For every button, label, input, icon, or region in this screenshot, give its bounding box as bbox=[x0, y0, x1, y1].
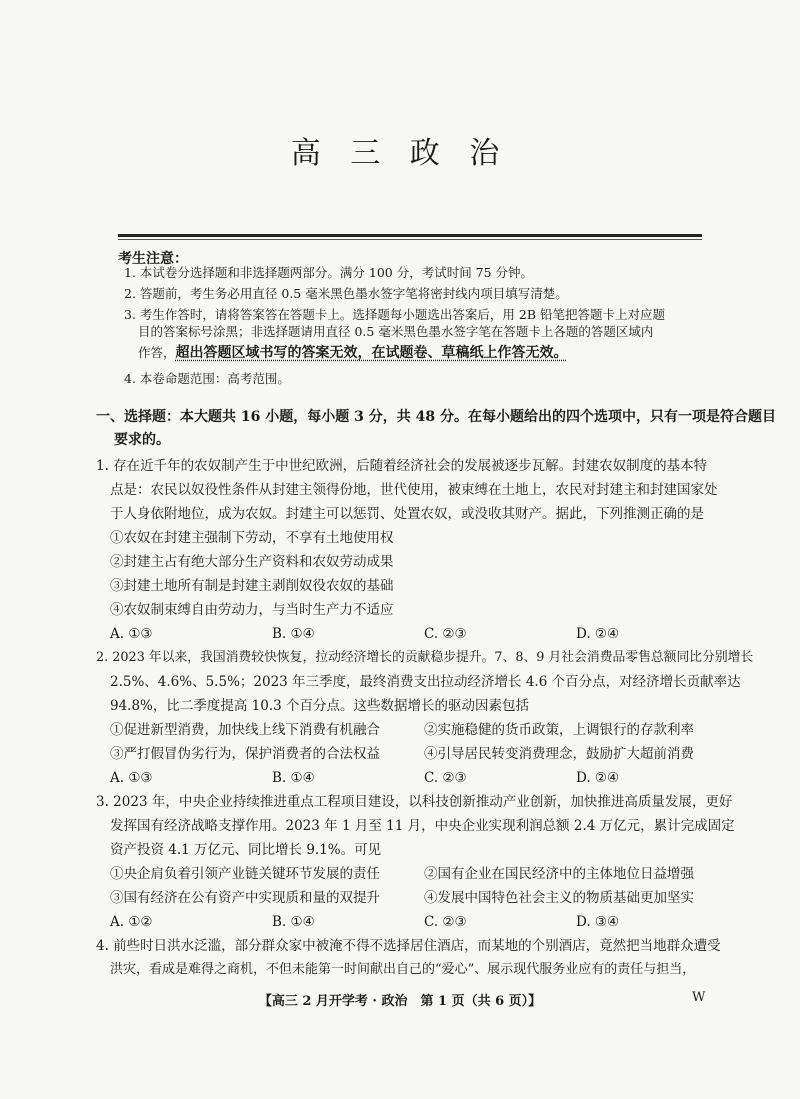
q1-statement: ③封建土地所有制是封建主剥削奴役农奴的基础 bbox=[110, 578, 394, 594]
header-divider-thick bbox=[118, 234, 702, 237]
notice-item-3-end bbox=[138, 342, 568, 363]
q4-stem-line: 4. 前些时日洪水泛滥，部分群众家中被淹不得不选择居住酒店，而某地的个别酒店，竟然把当地群众遭受 bbox=[96, 938, 721, 954]
q1-statement: ②封建主占有绝大部分生产资料和农奴劳动成果 bbox=[110, 554, 394, 570]
q2-stem-line: 2. 2023 年以来，我国消费较快恢复，拉动经济增长的贡献稳步提升。7、8、9 月社会消费品零售总额同比分别增长 bbox=[96, 650, 754, 665]
q4-stem-line: 洪灾，看成是难得之商机，不但未能第一时间献出自己的“爱心”、展示现代服务业应有的责任与担当， bbox=[110, 962, 696, 977]
q2-option-b: B. ①④ bbox=[272, 770, 315, 786]
q2-statement: ④引导居民转变消费理念，鼓励扩大超前消费 bbox=[424, 746, 694, 762]
q2-stem-line: 2.5%、4.6%、5.5%；2023 年三季度，最终消费支出拉动经济增长 4.6 个百分点，对经济增长贡献率达 bbox=[110, 674, 741, 690]
paper-code: W bbox=[692, 990, 706, 1005]
notice-warning: 超出答题区域书写的答案无效，在试题卷、草稿纸上作答无效。 bbox=[175, 345, 568, 361]
q3-statement: ④发展中国特色社会主义的物质基础更加坚实 bbox=[424, 890, 694, 906]
page-footer: 【高三 2 月开学考 · 政治 第 1 页（共 6 页）】 bbox=[258, 994, 542, 1009]
header-divider-thin bbox=[118, 239, 702, 240]
q2-stem-line: 94.8%，比二季度提高 10.3 个百分点。这些数据增长的驱动因素包括 bbox=[110, 698, 530, 714]
q2-statement: ③严打假冒伪劣行为，保护消费者的合法权益 bbox=[110, 746, 380, 762]
notice-item-3-cont: 目的答案标号涂黑；非选择题请用直径 0.5 毫米黑色墨水签字笔在答题卡上各题的答题区域内 bbox=[138, 324, 654, 339]
q3-stem-line: 资产投资 4.1 万亿元、同比增长 9.1%。可见 bbox=[110, 842, 382, 858]
notice-item-1: 1. 本试卷分选择题和非选择题两部分。满分 100 分，考试时间 75 分钟。 bbox=[124, 265, 534, 280]
notice-item-4: 4. 本卷命题范围：高考范围。 bbox=[124, 371, 290, 386]
q3-statement: ①央企肩负着引领产业链关键环节发展的责任 bbox=[110, 866, 380, 882]
q1-statement: ①农奴在封建主强制下劳动，不享有土地使用权 bbox=[110, 530, 394, 546]
q2-statement: ②实施稳健的货币政策，上调银行的存款利率 bbox=[424, 722, 694, 738]
notice-item-3: 3. 考生作答时，请将答案答在答题卡上。选择题每小题选出答案后，用 2B 铅笔把答题卡上对应题 bbox=[124, 307, 665, 322]
q2-option-c: C. ②③ bbox=[424, 770, 467, 786]
q2-option-d: D. ②④ bbox=[576, 770, 620, 786]
q3-option-c: C. ②③ bbox=[424, 914, 467, 930]
q1-stem-line: 1. 存在近千年的农奴制产生于中世纪欧洲，后随着经济社会的发展被逐步瓦解。封建农奴制度的基本特 bbox=[96, 458, 708, 474]
q1-statement: ④农奴制束缚自由劳动力，与当时生产力不适应 bbox=[110, 602, 394, 618]
q2-statement: ①促进新型消费，加快线上线下消费有机融合 bbox=[110, 722, 380, 738]
q1-stem-line: 于人身依附地位，成为农奴。封建主可以惩罚、处置农奴，或没收其财产。据此，下列推测正确的是 bbox=[110, 506, 704, 522]
notice-heading: 考生注意： bbox=[118, 251, 188, 267]
section-heading-cont: 要求的。 bbox=[114, 432, 170, 448]
q1-option-b: B. ①④ bbox=[272, 626, 315, 642]
page-title: 高 三 政 治 bbox=[290, 136, 510, 171]
q1-option-d: D. ②④ bbox=[576, 626, 620, 642]
q3-statement: ②国有企业在国民经济中的主体地位日益增强 bbox=[424, 866, 694, 882]
q3-option-d: D. ③④ bbox=[576, 914, 620, 930]
q3-statement: ③国有经济在公有资产中实现质和量的双提升 bbox=[110, 890, 380, 906]
section-heading: 一、选择题：本大题共 16 小题，每小题 3 分，共 48 分。在每小题给出的四个选项中，只有一项是符合题目 bbox=[96, 409, 776, 425]
q2-option-a: A. ①③ bbox=[110, 770, 153, 786]
notice-item-2: 2. 答题前，考生务必用直径 0.5 毫米黑色墨水签字笔将密封线内项目填写清楚。 bbox=[124, 286, 568, 301]
q1-option-a: A. ①③ bbox=[110, 626, 153, 642]
q3-stem-line: 3. 2023 年，中央企业持续推进重点工程项目建设，以科技创新推动产业创新，加快推进高质量发展，更好 bbox=[96, 794, 733, 810]
q3-option-b: B. ①④ bbox=[272, 914, 315, 930]
q3-stem-line: 发挥国有经济战略支撑作用。2023 年 1 月至 11 月，中央企业实现利润总额 2.4 万亿元，累计完成固定 bbox=[110, 818, 735, 834]
notice-item-3-prefix: 作答， bbox=[138, 345, 176, 360]
q1-stem-line: 点是：农民以奴役性条件从封建主领得份地，世代使用，被束缚在土地上，农民对封建主和封建国家处 bbox=[110, 482, 718, 498]
q3-option-a: A. ①② bbox=[110, 914, 153, 930]
q1-option-c: C. ②③ bbox=[424, 626, 467, 642]
